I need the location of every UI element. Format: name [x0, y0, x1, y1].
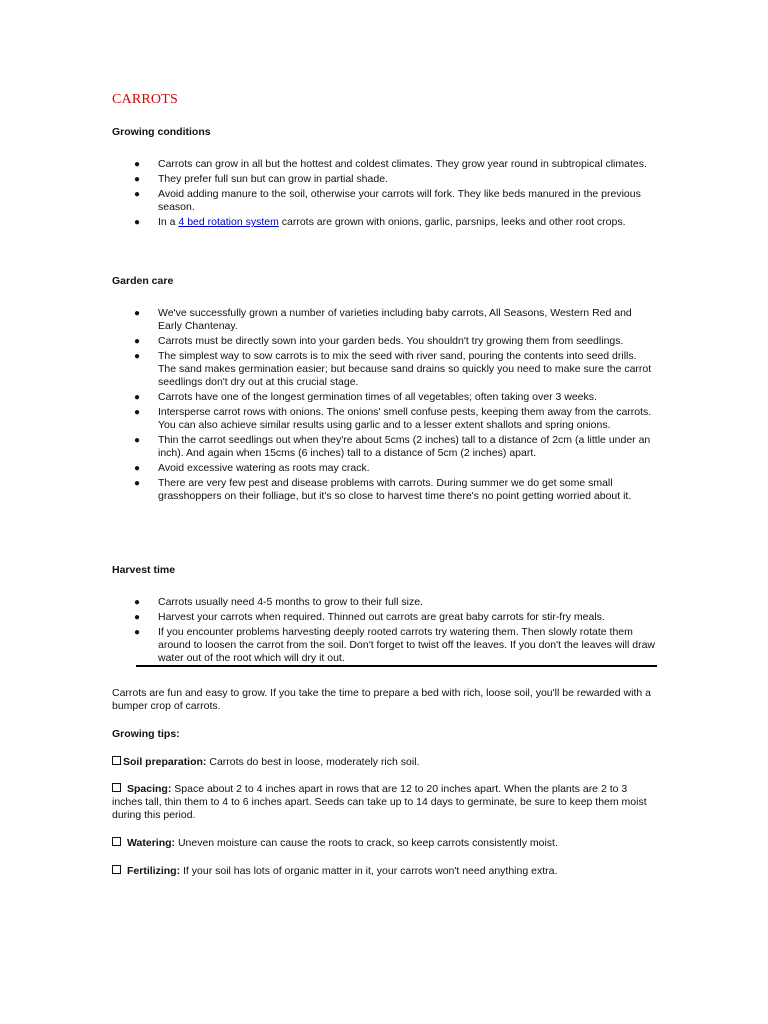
growing-tips-heading: Growing tips: [112, 728, 180, 740]
list-item: ● In a 4 bed rotation system carrots are grown with onions, garlic, parsnips, leeks and other root crops. [134, 216, 626, 228]
list-item: ● Thin the carrot seedlings out when they're about 5cms (2 inches) tall to a distance of 2cm (a little under an inch). And again when 15cms (6 inches) tall to a distance of 5cm (2 inches) apart. [134, 434, 651, 459]
page-title: CARROTS [112, 92, 178, 107]
checkbox-icon [112, 783, 121, 792]
list-item: ● We've successfully grown a number of varieties including baby carrots, All Seasons, Western Red and Early Chantenay. [134, 307, 632, 332]
bullet-icon: ● [134, 189, 141, 200]
bullet-icon: ● [134, 336, 141, 347]
bullet-icon: ● [134, 217, 141, 228]
bed-rotation-link[interactable]: 4 bed rotation system [178, 216, 279, 228]
list-item: ● Harvest your carrots when required. Thinned out carrots are great baby carrots for stir-fry meals. [134, 611, 605, 623]
section-heading-harvest-time: Harvest time [112, 564, 176, 576]
checkbox-icon [112, 865, 121, 874]
list-item: ● The simplest way to sow carrots is to mix the seed with river sand, pouring the contents into seed drills. The sand makes germination easier; but because sand drains so quickly you need to make sure the carrot seedlings don't dry out at this crucial stage. [134, 350, 652, 388]
tip-fertilizing: Fertilizing: If your soil has lots of organic matter in it, your carrots won't need anything extra. [112, 865, 657, 878]
list-item: ● There are very few pest and disease problems with carrots. During summer we do get some small grasshoppers on their folliage, but it's so close to harvest time there's no point getting worried about it. [134, 477, 632, 502]
garden-care-list [112, 307, 657, 505]
bullet-icon: ● [134, 392, 141, 403]
bullet-icon: ● [134, 478, 141, 489]
bullet-icon: ● [134, 308, 141, 319]
tip-watering: Watering: Uneven moisture can cause the roots to crack, so keep carrots consistently moist. [112, 837, 657, 850]
tip-spacing: Spacing: Space about 2 to 4 inches apart in rows that are 12 to 20 inches apart. When the plants are 2 to 3 inches tall, thin them to 4 to 6 inches apart. Seeds can take up to 14 days to germinate, be sure to keep them moist during this period. [112, 783, 647, 821]
bullet-icon: ● [134, 174, 141, 185]
bullet-icon: ● [134, 159, 141, 170]
list-item: ● Carrots usually need 4-5 months to grow to their full size. [134, 596, 423, 608]
list-item: ● If you encounter problems harvesting deeply rooted carrots try watering them. Then slowly rotate them around to loosen the carrot from the soil. Don't forget to twist off the leaves. If you don't the leaves will draw water out of the root which will dry it out. [134, 626, 655, 664]
growing-conditions-list [112, 158, 657, 231]
checkbox-icon [112, 756, 121, 765]
list-item: ● Carrots can grow in all but the hottest and coldest climates. They grow year round in subtropical climates. [134, 158, 647, 170]
bullet-icon: ● [134, 463, 141, 474]
horizontal-rule [136, 665, 657, 667]
tip-soil-preparation: Soil preparation: Carrots do best in loose, moderately rich soil. [112, 756, 657, 769]
list-item: ● Intersperse carrot rows with onions. The onions' smell confuse pests, keeping them away from the carrots. You can also achieve similar results using garlic and to a lesser extent shallots and spring onions. [134, 406, 652, 431]
list-item: ● They prefer full sun but can grow in partial shade. [134, 173, 388, 185]
bullet-icon: ● [134, 351, 141, 362]
checkbox-icon [112, 837, 121, 846]
bullet-icon: ● [134, 407, 141, 418]
section-heading-garden-care: Garden care [112, 275, 174, 287]
bullet-icon: ● [134, 597, 141, 608]
bullet-icon: ● [134, 435, 141, 446]
bullet-icon: ● [134, 627, 141, 638]
list-item: ● Carrots have one of the longest germination times of all vegetables; often taking over 3 weeks. [134, 391, 597, 403]
list-item: ● Carrots must be directly sown into your garden beds. You shouldn't try growing them from seedlings. [134, 335, 624, 347]
list-item: ● Avoid adding manure to the soil, otherwise your carrots will fork. They like beds manured in the previous season. [134, 188, 641, 213]
bullet-icon: ● [134, 612, 141, 623]
intro-paragraph: Carrots are fun and easy to grow. If you take the time to prepare a bed with rich, loose soil, you'll be rewarded with a bumper crop of carrots. [112, 687, 651, 712]
section-heading-growing-conditions: Growing conditions [112, 126, 211, 138]
harvest-time-list [112, 596, 657, 667]
list-item: ● Avoid excessive watering as roots may crack. [134, 462, 370, 474]
